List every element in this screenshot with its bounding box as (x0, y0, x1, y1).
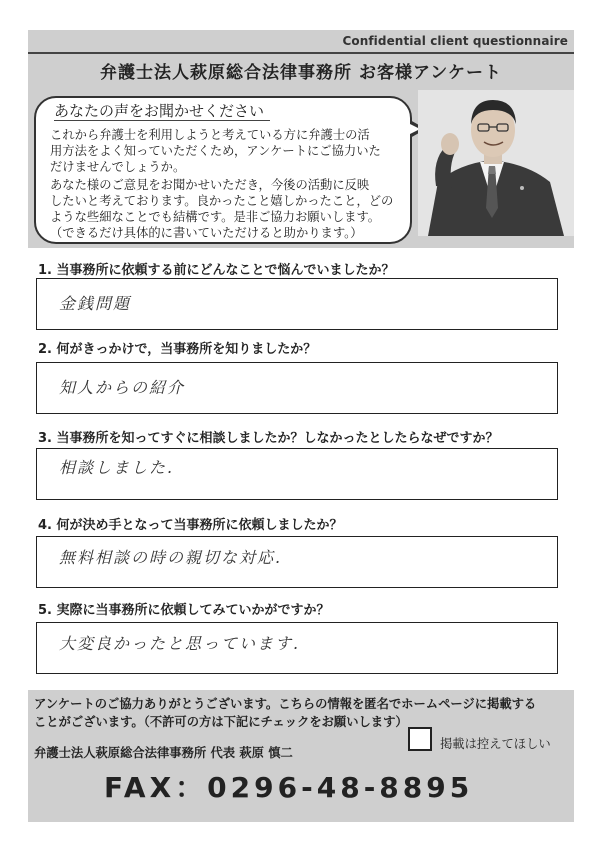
question-4-label: 4. 何が決め手となって当事務所に依頼しましたか？ (38, 518, 343, 533)
intro-line: （できるだけ具体的に書いていただけると助かります。） (50, 226, 363, 240)
footer-note: アンケートのご協力ありがとうございます。こちらの情報を匿名でホームページに掲載する (34, 697, 537, 711)
opt-out-checkbox[interactable] (408, 727, 432, 751)
intro-heading: あなたの声をお聞かせください (54, 102, 265, 120)
question-4-answer: 無料相談の時の親切な対応. (59, 548, 283, 567)
header-divider (28, 52, 574, 54)
intro-line: あなた様のご意見をお聞かせいただき，今後の活動に反映 (50, 178, 370, 192)
question-5-answer-field[interactable] (36, 622, 558, 674)
footer-note: ことがございます。（不許可の方は下記にチェックをお願いします） (34, 715, 408, 729)
fax-number: FAX：0296-48-8895 (104, 771, 474, 804)
intro-heading-underline (54, 120, 270, 121)
question-3-label: 3. 当事務所を知ってすぐに相談しましたか？しなかったとしたらなぜですか？ (38, 431, 499, 446)
intro-line: これから弁護士を利用しようと考えている方に弁護士の活 (50, 128, 370, 142)
question-3-answer: 相談しました. (59, 458, 175, 477)
intro-line: ような些細なことでも結構です。是非ご協力お願いします。 (50, 210, 381, 224)
question-1-answer-field[interactable] (36, 278, 558, 330)
opt-out-label: 掲載は控えてほしい (440, 737, 551, 751)
question-5-answer: 大変良かったと思っています. (59, 634, 301, 653)
representative-line: 弁護士法人萩原総合法律事務所 代表 萩原 慎二 (34, 746, 293, 760)
intro-line: したいと考えております。良かったこと嬉しかったこと，どの (50, 194, 394, 208)
question-2-label: 2. 何がきっかけで，当事務所を知りましたか？ (38, 342, 317, 357)
document-title: 弁護士法人萩原総合法律事務所 お客様アンケート (100, 63, 502, 83)
intro-line: だけませんでしょうか。 (50, 160, 186, 174)
intro-line: 用方法をよく知っていただくため，アンケートにご協力いた (50, 144, 381, 158)
question-1-label: 1. 当事務所に依頼する前にどんなことで悩んでいましたか？ (38, 263, 395, 278)
question-2-answer-field[interactable] (36, 362, 558, 414)
question-2-answer: 知人からの紹介 (59, 378, 186, 397)
question-1-answer: 金銭問題 (59, 294, 132, 313)
question-5-label: 5. 実際に当事務所に依頼してみていかがですか？ (38, 603, 330, 618)
question-3-answer-field[interactable] (36, 448, 558, 500)
lawyer-portrait-icon (418, 90, 574, 236)
question-4-answer-field[interactable] (36, 536, 558, 588)
document-subtitle: Confidential client questionnaire (342, 34, 568, 48)
